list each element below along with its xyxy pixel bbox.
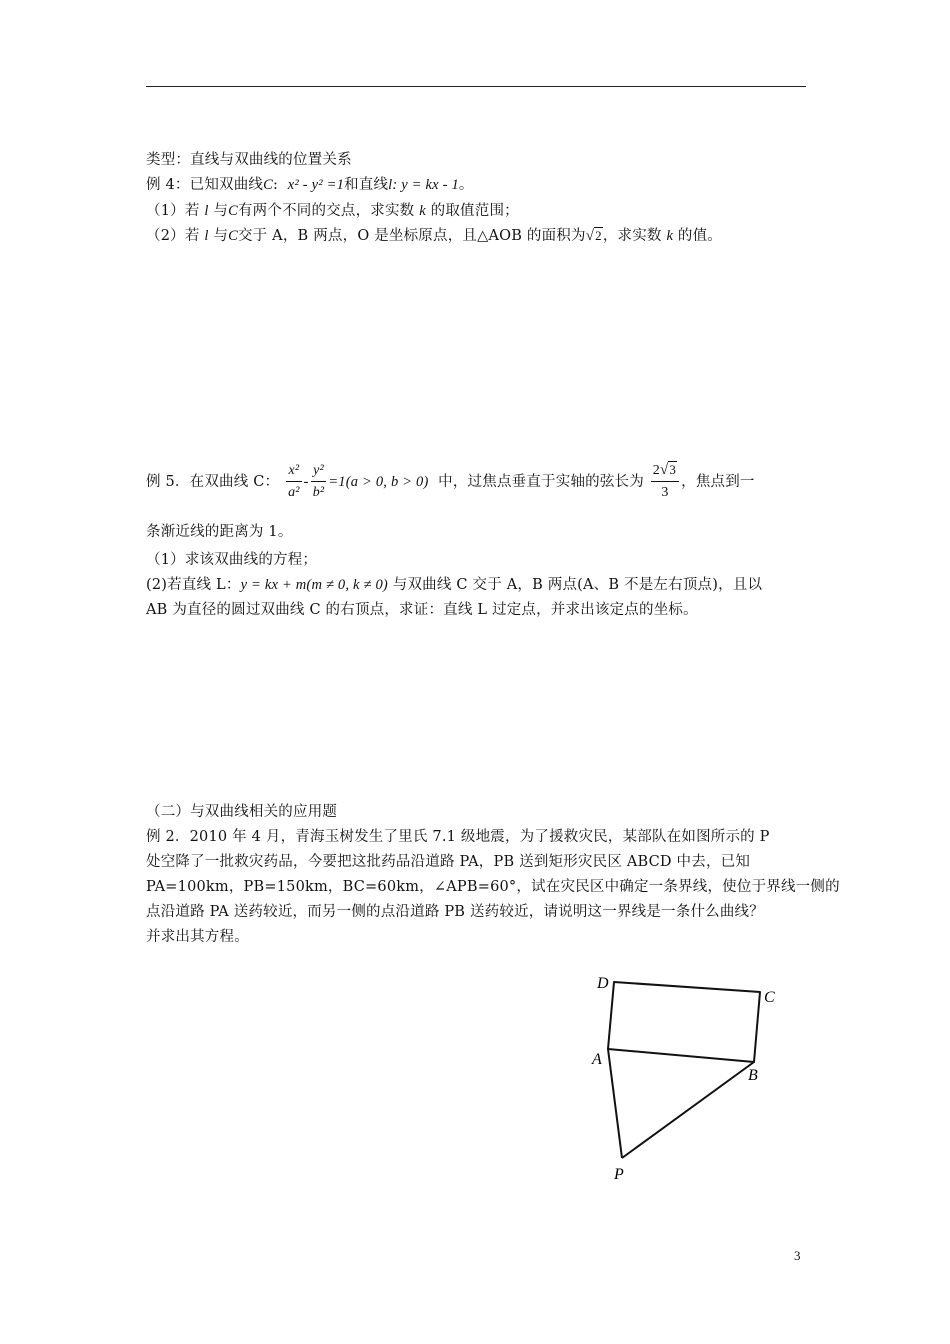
example-4-statement <box>146 175 474 195</box>
label-b: B <box>748 1067 758 1084</box>
example-5-statement <box>146 460 755 504</box>
ex4-q2-l: l <box>204 228 209 244</box>
ex5-q2-rest: 与双曲线 C 交于 A，B 两点(A、B 不是左右顶点)，且以 <box>392 577 763 593</box>
header-rule <box>146 86 806 87</box>
road-pb <box>622 1062 754 1158</box>
page-number: 3 <box>794 1248 801 1263</box>
geometry-figure <box>586 960 786 1190</box>
ex5-mid: 中，过焦点垂直于实轴的弦长为 <box>438 474 644 490</box>
ex4-mid: 和直线 <box>344 177 389 193</box>
ex5-frac-y2-b2: $\frac{\text{y²}}{\text{b²}}$ <box>312 462 325 500</box>
ex4-line-name: l <box>388 177 393 193</box>
ex4-q1-k: k <box>419 203 426 219</box>
label-p: P <box>614 1166 624 1183</box>
ex4-q1-c: C <box>228 203 238 219</box>
example-5-question-1: （1）求该双曲线的方程； <box>146 552 318 568</box>
ex4-q2-c: C <box>228 228 238 244</box>
ex4-curve-name: C <box>263 177 274 193</box>
ex5-condition: =1(a > 0, b > 0) <box>328 474 429 490</box>
ex4-q2-rest2: ，求实数 <box>602 228 662 244</box>
example-4-question-2 <box>146 226 722 246</box>
ex4-colon: : <box>273 177 279 193</box>
ex4-curve-equation: x² - y² =1 <box>287 177 345 193</box>
ex4-q1-mid: 与 <box>213 203 229 219</box>
ex2-line-3: PA=100km，PB=150km，BC=60km，∠APB=60°，试在灾民区中确定一条界线，使位于界线一侧的 <box>146 879 840 895</box>
ex4-q2-mid: 与 <box>213 228 229 244</box>
ex4-q1-rest: 有两个不同的交点，求实数 <box>237 203 415 219</box>
label-c: C <box>764 989 775 1006</box>
label-a: A <box>592 1051 602 1068</box>
ex4-q2-rest: 交于 A，B 两点，O 是坐标原点，且△AOB 的面积为 <box>237 228 586 244</box>
ex4-end: 。 <box>458 177 474 193</box>
ex4-q2-k: k <box>666 228 674 244</box>
ex5-minus: - <box>303 474 309 490</box>
ex4-q1-prefix: （1）若 <box>146 203 200 219</box>
ex5-q2-prefix: (2)若直线 L： <box>146 577 241 593</box>
ex5-q2-equation: y = kx + m(m ≠ 0, k ≠ 0) <box>240 577 388 593</box>
section-2-title: （二）与双曲线相关的应用题 <box>146 804 338 820</box>
ex4-q1-end: 的取值范围； <box>430 203 519 219</box>
ex5-frac-x2-a2: $\frac{\text{x²}}{\text{a²}}$ <box>288 462 300 500</box>
ex4-q2-end: 的值。 <box>677 228 723 244</box>
ex2-line-1: 例 2．2010 年 4 月，青海玉树发生了里氏 7.1 级地震，为了援救灾民，某部队在如图所示的 P <box>146 829 770 845</box>
ex5-chord-fraction: $\frac{2√3}{3}$ <box>651 460 679 504</box>
ex4-q1-l: l <box>204 203 209 219</box>
section-type-title: 类型：直线与双曲线的位置关系 <box>146 152 352 168</box>
ex2-line-2: 处空降了一批救灾药品，今要把这批药品沿道路 PA，PB 送到矩形灾民区 ABCD 中去，已知 <box>146 854 751 870</box>
example-5-question-2-line-2: AB 为直径的圆过双曲线 C 的右顶点，求证：直线 L 过定点，并求出该定点的坐标。 <box>146 602 698 618</box>
ex2-line-4: 点沿道路 PA 送药较近，而另一侧的点沿道路 PB 送药较近，请说明这一界线是一条什么曲线？ <box>146 904 764 920</box>
label-d: D <box>597 975 609 992</box>
ex5-tail: ，焦点到一 <box>681 474 755 490</box>
rectangle-abcd <box>608 982 760 1062</box>
example-5-question-2 <box>146 575 762 595</box>
ex4-line-equation: : y = kx - 1 <box>392 177 459 193</box>
ex4-lead: 例 4：已知双曲线 <box>146 177 264 193</box>
example-5-line-2: 条渐近线的距离为 1。 <box>146 524 293 540</box>
ex4-sqrt-2: √2 <box>585 228 602 244</box>
ex2-line-5: 并求出其方程。 <box>146 929 249 945</box>
road-pa <box>608 1049 622 1158</box>
ex5-lead: 例 5．在双曲线 C： <box>146 474 280 490</box>
ex4-q2-prefix: （2）若 <box>146 228 200 244</box>
example-4-question-1 <box>146 201 519 221</box>
